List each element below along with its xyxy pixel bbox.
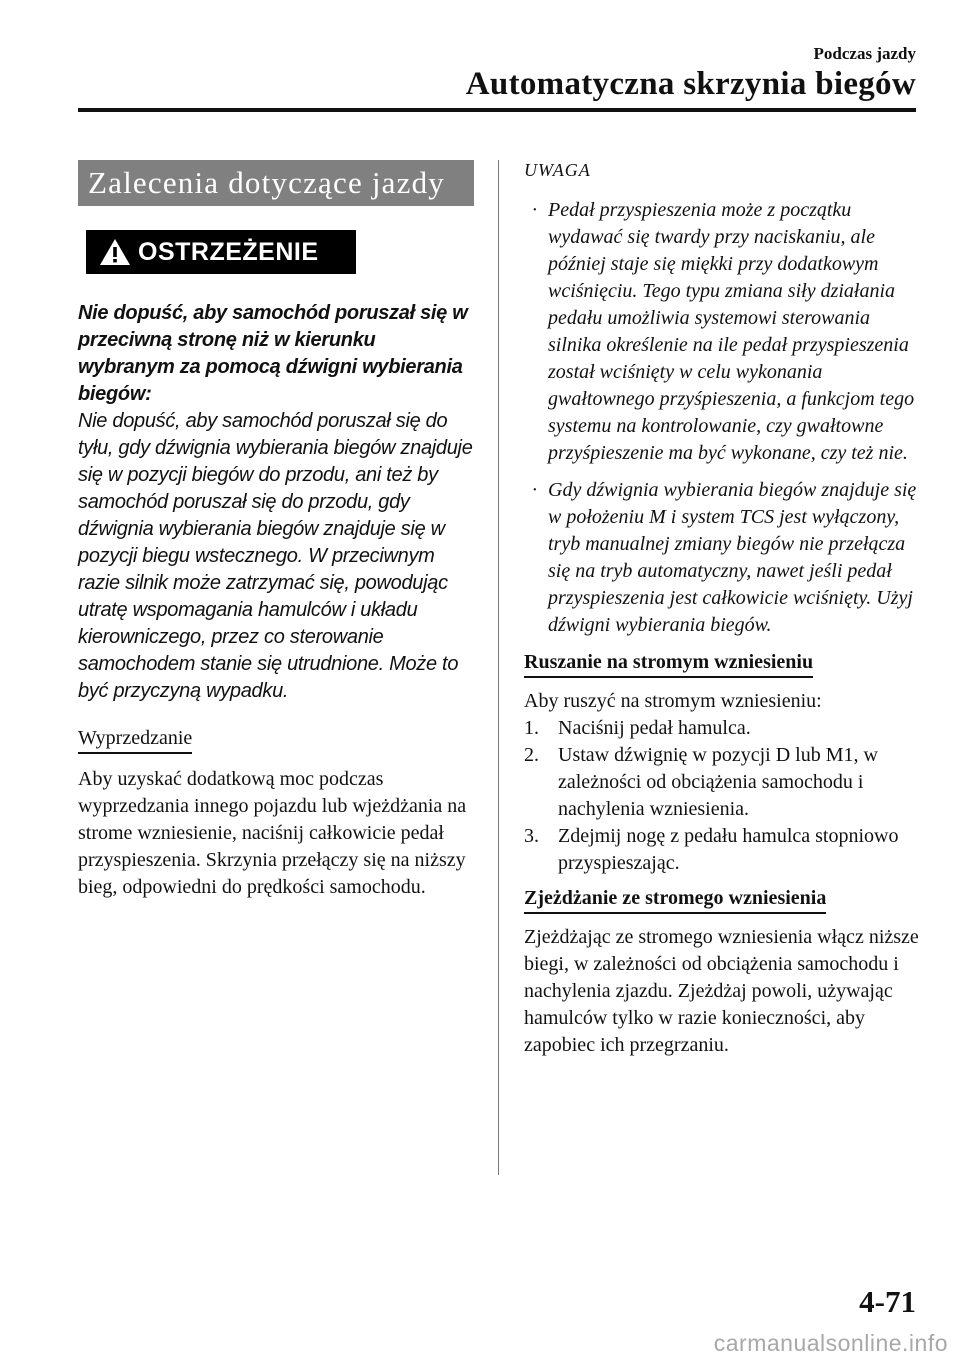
running-header-chapter: Automatyczna skrzynia biegów [465,66,916,102]
step-item [524,742,920,823]
warning-bold-text: Nie dopuść, aby samochód poruszał się w przeciwną stronę niż w kierunku wybranym za pomocą dźwigni wybierania biegów: [78,302,468,405]
watermark: carmanualsonline.info [713,1330,948,1356]
running-header-section: Podczas jazdy [813,44,916,63]
descent-heading: Zjeżdżanie ze stromego wzniesienia [524,887,826,914]
warning-label-text: OSTRZEŻENIE [138,237,319,266]
overtake-heading: Wyprzedzanie [78,727,192,754]
step-text: Ustaw dźwignię w pozycji D lub M1, w zależności od obciążenia samochodu i nachylenia wzniesienia. [558,744,878,820]
bullet-dot-icon: · [532,479,537,501]
step-text: Zdejmij nogę z pedału hamulca stopniowo przyspieszając. [558,825,899,874]
overtake-body: Aby uzyskać dodatkową moc podczas wyprzedzania innego pojazdu lub wjeżdżania na strome wzniesienie, naciśnij całkowicie pedał przyspieszenia. Skrzynia przełączy się na niższy bieg, odpowiedni do prędkości samochodu. [78,768,467,898]
note-item [524,477,920,639]
warning-triangle-icon [98,237,132,267]
section-title: Zalecenia dotyczące jazdy [78,160,474,206]
right-column [524,160,920,1059]
bullet-dot-icon: · [532,199,537,221]
step-number: 1. [524,717,539,739]
column-divider [498,160,499,1175]
header-rule [78,108,916,112]
left-column [78,160,474,901]
step-item [524,715,920,742]
hill-start-intro: Aby ruszyć na stromym wzniesieniu: [524,690,822,712]
step-number: 2. [524,744,539,766]
warning-italic-text: Nie dopuść, aby samochód poruszał się do tyłu, gdy dźwignia wybierania biegów znajduje się w pozycji biegów do przodu, ani też by samochód poruszał się do przodu, gdy dźwignia wybierania biegów znajduje się w pozycji biegu wstecznego. W przeciwnym razie silnik może zatrzymać się, powodując utratę wspomagania hamulców i układu kierowniczego, przez co sterowanie samochodem stanie się utrudnione. Może to być przyczyną wypadku. [78,410,473,702]
descent-body: Zjeżdżając ze stromego wzniesienia włącz niższe biegi, w zależności od obciążenia samochodu i nachylenia zjazdu. Zjeżdżaj powoli, używając hamulców tylko w razie konieczności, aby zapobiec ich przegrzaniu. [524,926,919,1056]
note-item [524,197,920,467]
note-heading: UWAGA [524,160,591,180]
warning-body [78,300,474,705]
step-item [524,823,920,877]
note-item-text: Pedał przyspieszenia może z początku wydawać się twardy przy naciskaniu, ale później staje się miękki przy dodatkowym wciśnięciu. Tego typu zmiana siły działania pedału umożliwia systemowi sterowania silnika określenie na ile pedał przyspieszenia został wciśnięty w celu wykonania gwałtownego przyśpieszenia, a funkcjom tego systemu na kontrolowanie, czy gwałtowne przyśpieszenie ma być wykonane, czy też nie. [548,199,915,464]
hill-start-heading: Ruszanie na stromym wzniesieniu [524,651,813,678]
step-text: Naciśnij pedał hamulca. [558,717,751,739]
warning-label [86,230,356,274]
step-number: 3. [524,825,539,847]
note-item-text: Gdy dźwignia wybierania biegów znajduje się w położeniu M i system TCS jest wyłączony, tryb manualnej zmiany biegów nie przełącza się na tryb automatyczny, nawet jeśli pedał przyspieszenia jest całkowicie wciśnięty. Użyj dźwigni wybierania biegów. [548,479,917,636]
page-number: 4-71 [859,1284,916,1319]
